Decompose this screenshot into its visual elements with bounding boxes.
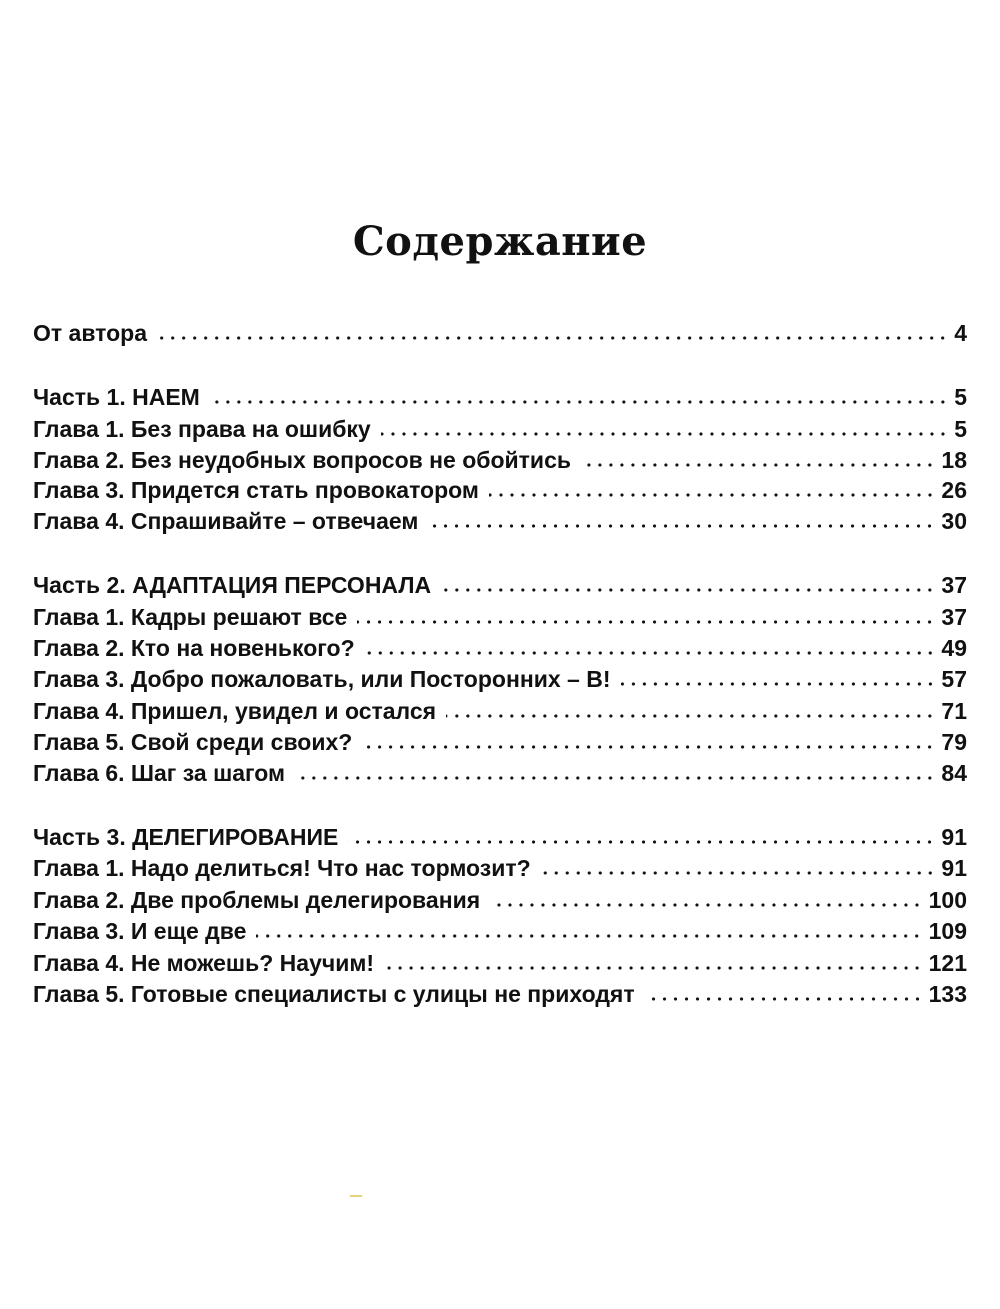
page-number: 37 [941, 604, 967, 630]
dot-leader [446, 713, 935, 719]
entry-title: Глава 6. Шаг за шагом [33, 760, 286, 786]
entry-title: От автора [33, 320, 148, 346]
toc-entry [33, 726, 967, 756]
page-number: 91 [941, 824, 967, 850]
toc-part-entry [33, 569, 967, 599]
dot-leader [441, 587, 935, 593]
dot-leader [384, 965, 923, 971]
page-number: 109 [928, 918, 967, 944]
page-number: 133 [928, 981, 967, 1007]
toc-entry [33, 444, 967, 474]
entry-title: Глава 5. Готовые специалисты с улицы не приходят [33, 981, 635, 1007]
dot-leader [489, 492, 936, 498]
entry-title: Глава 4. Пришел, увидел и остался [33, 698, 437, 724]
page-number: 100 [928, 887, 967, 913]
dot-leader [295, 775, 935, 781]
dot-leader [581, 462, 935, 468]
dot-leader [381, 431, 948, 437]
toc-part-entry [33, 821, 967, 851]
entry-title: Глава 1. Надо делиться! Что нас тормозит? [33, 855, 531, 881]
dot-leader [357, 619, 935, 625]
page-number: 71 [941, 698, 967, 724]
toc-entry [33, 884, 967, 914]
toc-part-entry [33, 381, 967, 411]
page-number: 49 [941, 635, 967, 661]
entry-title: Глава 3. И еще две [33, 918, 247, 944]
toc-entry [33, 474, 967, 504]
entry-title: Глава 5. Свой среди своих? [33, 729, 353, 755]
page-title: Содержание [352, 218, 648, 265]
entry-title: Глава 1. Без права на ошибку [33, 416, 371, 442]
entry-title: Глава 2. Без неудобных вопросов не обойтись [33, 447, 571, 473]
dot-leader [210, 399, 948, 405]
toc-entry [33, 978, 967, 1008]
page-number: 84 [941, 760, 967, 786]
dot-leader [362, 744, 935, 750]
entry-title: Глава 3. Добро пожаловать, или Посторонних – В! [33, 666, 611, 692]
entry-title: Часть 2. АДАПТАЦИЯ ПЕРСОНАЛА [33, 572, 432, 598]
dot-leader [256, 933, 922, 939]
page-number: 57 [941, 666, 967, 692]
dot-leader [348, 839, 935, 845]
page-number: 5 [954, 416, 967, 442]
dot-leader [645, 996, 923, 1002]
entry-title: Глава 1. Кадры решают все [33, 604, 348, 630]
entry-title: Глава 4. Не можешь? Научим! [33, 950, 375, 976]
page-number: 91 [941, 855, 967, 881]
dot-leader [621, 681, 936, 687]
scan-mark [350, 1195, 362, 1197]
dot-leader [541, 870, 936, 876]
page-number: 4 [954, 320, 967, 346]
entry-title: Глава 2. Кто на новенького? [33, 635, 355, 661]
toc-entry [33, 947, 967, 977]
dot-leader [365, 650, 936, 656]
toc-entry [33, 413, 967, 443]
toc-entry [33, 852, 967, 882]
dot-leader [157, 335, 948, 341]
page-number: 26 [941, 477, 967, 503]
toc-entry [33, 757, 967, 787]
entry-title: Часть 3. ДЕЛЕГИРОВАНИЕ [33, 824, 339, 850]
toc-entry [33, 663, 967, 693]
toc-entry [33, 632, 967, 662]
toc-entry [33, 601, 967, 631]
dot-leader [428, 523, 935, 529]
toc-entry [33, 505, 967, 535]
toc-entry [33, 695, 967, 725]
page-number: 18 [941, 447, 967, 473]
entry-title: Глава 2. Две проблемы делегирования [33, 887, 481, 913]
entry-title: Часть 1. НАЕМ [33, 384, 200, 410]
toc-entry [33, 915, 967, 945]
dot-leader [490, 902, 922, 908]
page-number: 121 [928, 950, 967, 976]
toc-entry [33, 317, 967, 347]
entry-title: Глава 3. Придется стать провокатором [33, 477, 479, 503]
page-number: 30 [941, 508, 967, 534]
page-number: 37 [941, 572, 967, 598]
page-number: 79 [941, 729, 967, 755]
entry-title: Глава 4. Спрашивайте – отвечаем [33, 508, 419, 534]
page-number: 5 [954, 384, 967, 410]
